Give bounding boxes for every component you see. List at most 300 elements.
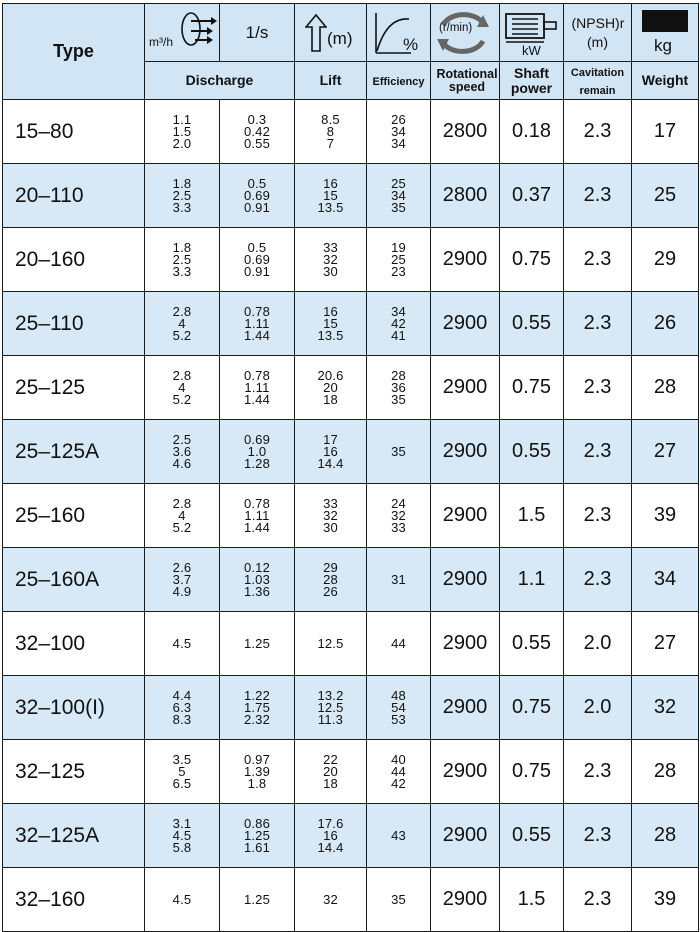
discharge-m3h-cell-value: 3.3 [172, 199, 192, 215]
discharge-m3h-cell-value: 5.2 [172, 327, 192, 343]
discharge-ls-cell-value: 0.86 [243, 815, 271, 831]
discharge-ls-cell-value: 0.91 [243, 263, 271, 279]
npsh-cell: 2.3 [564, 740, 632, 804]
type-cell: 20–110 [3, 164, 145, 228]
npsh-cell: 2.3 [564, 420, 632, 484]
discharge-ls-cell-value: 1.75 [243, 699, 271, 715]
efficiency-cell-value: 24 [391, 495, 406, 511]
efficiency-cell [367, 228, 431, 292]
discharge-ls-cell-value: 1.39 [243, 763, 271, 779]
lift-cell-value: 22 [323, 751, 338, 767]
discharge-ls-cell-value: 1.44 [243, 327, 271, 343]
cavitation-label: Cavitation remain [570, 66, 625, 97]
discharge-m3h-cell-value: 4 [178, 315, 186, 331]
power-unit: kW [522, 42, 541, 58]
type-cell: 25–125A [3, 420, 145, 484]
discharge-m3h-cell-value: 2.6 [172, 559, 192, 575]
power-cell: 1.1 [500, 548, 564, 612]
speed-cell: 2900 [431, 804, 500, 868]
speed-cell: 2800 [431, 164, 500, 228]
speed-cell: 2900 [431, 612, 500, 676]
discharge-m3h-cell-value: 1.8 [172, 239, 192, 255]
discharge-ls-cell-value: 0.12 [243, 559, 271, 575]
efficiency-cell-value: 23 [391, 263, 406, 279]
discharge-ls-cell [220, 484, 295, 548]
efficiency-cell-value: 35 [391, 443, 406, 459]
efficiency-cell-value: 48 [391, 687, 406, 703]
power-cell: 0.75 [500, 676, 564, 740]
lift-cell-value: 13.2 [317, 687, 344, 703]
discharge-m3h-cell-value: 2.5 [172, 251, 192, 267]
type-cell: 32–125 [3, 740, 145, 804]
discharge-m3h-cell-value: 4.9 [172, 583, 192, 599]
lift-cell [295, 420, 367, 484]
type-header-label: Type [53, 41, 94, 61]
discharge-m3h-cell [145, 228, 220, 292]
motor-icon [504, 11, 558, 45]
discharge-m3h-cell-value: 6.3 [172, 699, 192, 715]
lift-cell-value: 20.6 [317, 367, 344, 383]
lift-cell-value: 15 [323, 315, 338, 331]
discharge-ls-cell-value: 1.11 [244, 379, 270, 395]
npsh-cell: 2.3 [564, 484, 632, 548]
weight-cell: 32 [632, 676, 699, 740]
lift-unit: (m) [327, 28, 353, 48]
lift-cell-value: 29 [323, 559, 338, 575]
lift-cell-value: 17 [323, 431, 338, 447]
lift-cell-value: 14.4 [317, 839, 344, 855]
discharge-m3h-cell-value: 4 [178, 379, 186, 395]
lift-unit-header [295, 4, 367, 62]
lift-cell [295, 484, 367, 548]
weight-cell: 39 [632, 484, 699, 548]
lift-cell [295, 228, 367, 292]
discharge-ls-cell [220, 804, 295, 868]
discharge-ls-cell-value: 0.5 [247, 239, 267, 255]
weight-unit: kg [654, 35, 672, 55]
lift-cell-value: 14.4 [317, 455, 344, 471]
discharge-m3h-cell-value: 6.5 [172, 775, 192, 791]
lift-cell-value: 16 [323, 443, 338, 459]
efficiency-cell-value: 42 [391, 315, 406, 331]
lift-cell-value: 20 [323, 379, 338, 395]
discharge-ls-cell-value: 1.44 [243, 391, 271, 407]
discharge-m3h-cell [145, 612, 220, 676]
discharge-ls-cell-value: 1.11 [244, 315, 270, 331]
discharge-m3h-cell-value: 3.3 [172, 263, 192, 279]
discharge-m3h-cell-value: 2.0 [172, 135, 192, 151]
power-cell: 0.55 [500, 804, 564, 868]
power-unit-header [500, 4, 564, 62]
npsh-cell: 2.3 [564, 100, 632, 164]
power-label-header [500, 62, 564, 100]
weight-cell: 29 [632, 228, 699, 292]
power-cell: 0.75 [500, 228, 564, 292]
npsh-cell: 2.3 [564, 292, 632, 356]
discharge-m3h-cell-value: 2.8 [172, 367, 192, 383]
weight-unit-header [632, 4, 699, 62]
discharge-ls-cell-value: 0.3 [247, 111, 267, 127]
discharge-ls-cell-value: 1.25 [243, 635, 271, 651]
speed-cell: 2900 [431, 228, 500, 292]
discharge-m3h-cell-value: 2.5 [172, 431, 192, 447]
table-row [3, 612, 699, 676]
lift-cell-value: 33 [323, 239, 338, 255]
weight-label-header [632, 62, 699, 100]
weight-cell: 28 [632, 356, 699, 420]
discharge-ls-cell [220, 676, 295, 740]
discharge-m3h-unit: m³/h [149, 34, 173, 49]
power-label: Shaft power [510, 64, 553, 96]
discharge-m3h-cell [145, 740, 220, 804]
discharge-ls-header [220, 4, 295, 62]
discharge-m3h-cell-value: 5.2 [172, 519, 192, 535]
discharge-label: Discharge [185, 71, 254, 88]
discharge-m3h-cell-value: 1.5 [172, 123, 192, 139]
table-row [3, 356, 699, 420]
discharge-m3h-cell-value: 2.5 [172, 187, 192, 203]
lift-cell-value: 13.5 [317, 199, 344, 215]
type-header [3, 4, 145, 100]
speed-cell: 2900 [431, 420, 500, 484]
discharge-ls-cell-value: 0.78 [243, 495, 271, 511]
efficiency-cell [367, 420, 431, 484]
weight-cell: 34 [632, 548, 699, 612]
efficiency-cell-value: 32 [391, 507, 406, 523]
discharge-ls-cell-value: 0.42 [243, 123, 271, 139]
discharge-ls-cell [220, 420, 295, 484]
discharge-ls-cell-value: 0.78 [243, 303, 271, 319]
discharge-m3h-cell-value: 4.5 [172, 827, 192, 843]
discharge-m3h-cell [145, 676, 220, 740]
power-cell: 0.55 [500, 420, 564, 484]
discharge-ls-cell-value: 0.97 [243, 751, 271, 767]
efficiency-cell-value: 53 [391, 711, 406, 727]
lift-cell-value: 16 [323, 827, 338, 843]
weight-label: Weight [641, 71, 689, 88]
type-cell: 32–100(I) [3, 676, 145, 740]
power-cell: 1.5 [500, 484, 564, 548]
discharge-m3h-cell [145, 804, 220, 868]
lift-cell [295, 676, 367, 740]
discharge-ls-cell-value: 1.25 [243, 891, 271, 907]
speed-cell: 2800 [431, 100, 500, 164]
speed-cell: 2900 [431, 356, 500, 420]
lift-cell-value: 18 [323, 391, 338, 407]
rotational-unit-header [431, 4, 500, 62]
table-row [3, 228, 699, 292]
lift-cell-value: 33 [323, 495, 338, 511]
discharge-m3h-cell-value: 5 [178, 763, 186, 779]
type-cell: 32–160 [3, 868, 145, 932]
efficiency-cell-value: 40 [391, 751, 406, 767]
weight-cell: 25 [632, 164, 699, 228]
lift-cell-value: 15 [323, 187, 338, 203]
discharge-ls-cell-value: 1.0 [247, 443, 267, 459]
efficiency-cell-value: 34 [391, 187, 406, 203]
npsh-cell: 2.3 [564, 228, 632, 292]
speed-cell: 2900 [431, 484, 500, 548]
efficiency-cell-value: 28 [391, 367, 406, 383]
discharge-ls-cell-value: 1.25 [243, 827, 271, 843]
table-row [3, 740, 699, 804]
lift-cell-value: 28 [323, 571, 338, 587]
efficiency-label-header [367, 62, 431, 100]
discharge-m3h-cell-value: 3.7 [172, 571, 192, 587]
discharge-m3h-cell-value: 4.4 [172, 687, 192, 703]
npsh-cell: 2.3 [564, 868, 632, 932]
discharge-m3h-cell-value: 5.8 [172, 839, 192, 855]
type-cell: 32–100 [3, 612, 145, 676]
lift-cell [295, 804, 367, 868]
discharge-m3h-cell-value: 4.5 [172, 635, 192, 651]
up-arrow-icon [305, 13, 327, 53]
lift-cell [295, 356, 367, 420]
discharge-m3h-cell-value: 2.8 [172, 495, 192, 511]
lift-cell-value: 12.5 [317, 699, 344, 715]
discharge-ls-cell [220, 548, 295, 612]
discharge-m3h-cell-value: 1.8 [172, 175, 192, 191]
discharge-ls-cell-value: 0.91 [243, 199, 271, 215]
power-cell: 0.55 [500, 612, 564, 676]
weight-cell: 17 [632, 100, 699, 164]
lift-cell [295, 292, 367, 356]
discharge-m3h-cell-value: 3.5 [172, 751, 192, 767]
discharge-m3h-cell-value: 2.8 [172, 303, 192, 319]
efficiency-cell-value: 35 [391, 891, 406, 907]
efficiency-cell-value: 36 [391, 379, 406, 395]
table-body [3, 100, 699, 932]
efficiency-cell-value: 54 [391, 699, 406, 715]
discharge-ls-unit: 1/s [245, 22, 269, 42]
table-row [3, 804, 699, 868]
lift-cell-value: 8.5 [321, 111, 340, 127]
type-cell: 25–125 [3, 356, 145, 420]
efficiency-cell-value: 31 [391, 571, 406, 587]
table-row [3, 676, 699, 740]
discharge-m3h-cell-value: 1.1 [172, 111, 192, 127]
discharge-ls-cell-value: 0.5 [247, 175, 267, 191]
discharge-m3h-cell [145, 100, 220, 164]
efficiency-cell-value: 26 [391, 111, 406, 127]
npsh-cell: 2.3 [564, 804, 632, 868]
flow-arrows-icon [177, 11, 217, 49]
power-cell: 0.55 [500, 292, 564, 356]
discharge-m3h-cell-value: 8.3 [172, 711, 192, 727]
discharge-ls-cell [220, 356, 295, 420]
discharge-m3h-cell [145, 868, 220, 932]
lift-cell-value: 12.5 [317, 635, 344, 651]
lift-cell-value: 18 [323, 775, 338, 791]
discharge-ls-cell-value: 1.03 [243, 571, 271, 587]
discharge-ls-cell-value: 0.69 [243, 431, 271, 447]
npsh-cell: 2.0 [564, 612, 632, 676]
discharge-m3h-cell-value: 4 [178, 507, 186, 523]
lift-cell-value: 30 [323, 263, 338, 279]
lift-cell-value: 30 [323, 519, 338, 535]
discharge-ls-cell-value: 1.44 [243, 519, 271, 535]
discharge-m3h-cell [145, 356, 220, 420]
discharge-ls-cell-value: 0.69 [243, 187, 271, 203]
discharge-ls-cell-value: 1.8 [247, 775, 267, 791]
efficiency-cell [367, 612, 431, 676]
discharge-m3h-cell [145, 292, 220, 356]
efficiency-cell-value: 41 [391, 327, 406, 343]
efficiency-cell-value: 34 [391, 135, 406, 151]
table-row [3, 100, 699, 164]
weight-block-icon [642, 10, 688, 32]
efficiency-cell [367, 548, 431, 612]
efficiency-cell-value: 42 [391, 775, 406, 791]
efficiency-cell-value: 44 [391, 763, 406, 779]
npsh-cell: 2.3 [564, 356, 632, 420]
discharge-ls-cell-value: 1.11 [244, 507, 270, 523]
efficiency-cell [367, 740, 431, 804]
efficiency-cell-value: 34 [391, 123, 406, 139]
type-cell: 25–160 [3, 484, 145, 548]
weight-cell: 27 [632, 612, 699, 676]
efficiency-cell [367, 100, 431, 164]
efficiency-cell-value: 25 [391, 251, 406, 267]
speed-cell: 2900 [431, 292, 500, 356]
lift-cell-value: 26 [323, 583, 338, 599]
lift-cell-value: 20 [323, 763, 338, 779]
lift-cell-value: 8 [326, 123, 335, 139]
power-cell: 0.75 [500, 740, 564, 804]
discharge-m3h-cell-value: 4.6 [172, 455, 192, 471]
lift-cell [295, 740, 367, 804]
efficiency-unit-header [367, 4, 431, 62]
efficiency-cell-value: 43 [391, 827, 406, 843]
discharge-ls-cell-value: 0.55 [243, 135, 271, 151]
discharge-ls-cell [220, 868, 295, 932]
efficiency-cell [367, 356, 431, 420]
speed-cell: 2900 [431, 676, 500, 740]
discharge-m3h-cell-value: 5.2 [172, 391, 192, 407]
npsh-cell: 2.3 [564, 164, 632, 228]
lift-cell [295, 100, 367, 164]
discharge-ls-cell-value: 0.69 [243, 251, 271, 267]
discharge-ls-cell-value: 1.28 [243, 455, 271, 471]
power-cell: 0.75 [500, 356, 564, 420]
discharge-m3h-cell [145, 548, 220, 612]
discharge-m3h-cell-value: 4.5 [172, 891, 192, 907]
efficiency-unit: % [403, 34, 419, 54]
discharge-ls-cell [220, 100, 295, 164]
efficiency-cell-value: 44 [391, 635, 406, 651]
npsh-cell: 2.0 [564, 676, 632, 740]
lift-cell-value: 32 [323, 891, 338, 907]
table-row [3, 548, 699, 612]
efficiency-cell [367, 164, 431, 228]
discharge-ls-cell-value: 0.78 [243, 367, 271, 383]
speed-cell: 2900 [431, 868, 500, 932]
table-row [3, 292, 699, 356]
table-row [3, 484, 699, 548]
npsh-cell: 2.3 [564, 548, 632, 612]
rotational-unit: (r/min) [439, 21, 473, 34]
efficiency-cell-value: 35 [391, 391, 406, 407]
type-cell: 25–110 [3, 292, 145, 356]
discharge-ls-cell [220, 612, 295, 676]
lift-label: Lift [319, 71, 342, 88]
efficiency-cell-value: 35 [391, 199, 406, 215]
speed-cell: 2900 [431, 740, 500, 804]
discharge-ls-cell [220, 228, 295, 292]
type-cell: 20–160 [3, 228, 145, 292]
lift-cell [295, 164, 367, 228]
efficiency-cell-value: 33 [391, 519, 406, 535]
discharge-ls-cell [220, 740, 295, 804]
type-cell: 25–160A [3, 548, 145, 612]
npsh-unit-header [564, 4, 632, 62]
lift-cell [295, 548, 367, 612]
discharge-label-header [145, 62, 295, 100]
lift-cell-value: 16 [323, 175, 338, 191]
lift-cell-value: 13.5 [317, 327, 344, 343]
lift-cell [295, 612, 367, 676]
discharge-ls-cell [220, 292, 295, 356]
lift-cell [295, 868, 367, 932]
lift-cell-value: 7 [326, 135, 335, 151]
npsh-unit: (NPSH)r (m) [571, 14, 625, 50]
lift-cell-value: 11.3 [317, 711, 344, 727]
discharge-ls-cell-value: 2.32 [243, 711, 271, 727]
weight-cell: 28 [632, 740, 699, 804]
rotational-label-header [431, 62, 500, 100]
discharge-ls-cell [220, 164, 295, 228]
efficiency-cell [367, 292, 431, 356]
discharge-m3h-header [145, 4, 220, 62]
speed-cell: 2900 [431, 548, 500, 612]
lift-label-header [295, 62, 367, 100]
discharge-m3h-cell [145, 420, 220, 484]
efficiency-label: Efficiency [372, 75, 425, 88]
weight-cell: 27 [632, 420, 699, 484]
power-cell: 0.37 [500, 164, 564, 228]
weight-cell: 39 [632, 868, 699, 932]
efficiency-cell [367, 804, 431, 868]
lift-cell-value: 32 [323, 507, 338, 523]
discharge-m3h-cell-value: 3.1 [172, 815, 192, 831]
efficiency-cell-value: 19 [391, 239, 406, 255]
weight-cell: 28 [632, 804, 699, 868]
discharge-ls-cell-value: 1.36 [243, 583, 271, 599]
rotational-label: Rotational speed [436, 66, 498, 94]
discharge-ls-cell-value: 1.61 [243, 839, 271, 855]
type-cell: 32–125A [3, 804, 145, 868]
power-cell: 1.5 [500, 868, 564, 932]
efficiency-cell-value: 34 [391, 303, 406, 319]
weight-cell: 26 [632, 292, 699, 356]
discharge-m3h-cell-value: 3.6 [172, 443, 192, 459]
discharge-ls-cell-value: 1.22 [243, 687, 271, 703]
table-row [3, 164, 699, 228]
type-cell: 15–80 [3, 100, 145, 164]
table-row [3, 868, 699, 932]
cavitation-label-header [564, 62, 632, 100]
table-row [3, 420, 699, 484]
efficiency-cell-value: 25 [391, 175, 406, 191]
discharge-m3h-cell [145, 484, 220, 548]
lift-cell-value: 32 [323, 251, 338, 267]
efficiency-cell [367, 484, 431, 548]
discharge-m3h-cell [145, 164, 220, 228]
efficiency-cell [367, 868, 431, 932]
efficiency-cell [367, 676, 431, 740]
lift-cell-value: 17.6 [317, 815, 344, 831]
pump-spec-table [2, 3, 699, 932]
